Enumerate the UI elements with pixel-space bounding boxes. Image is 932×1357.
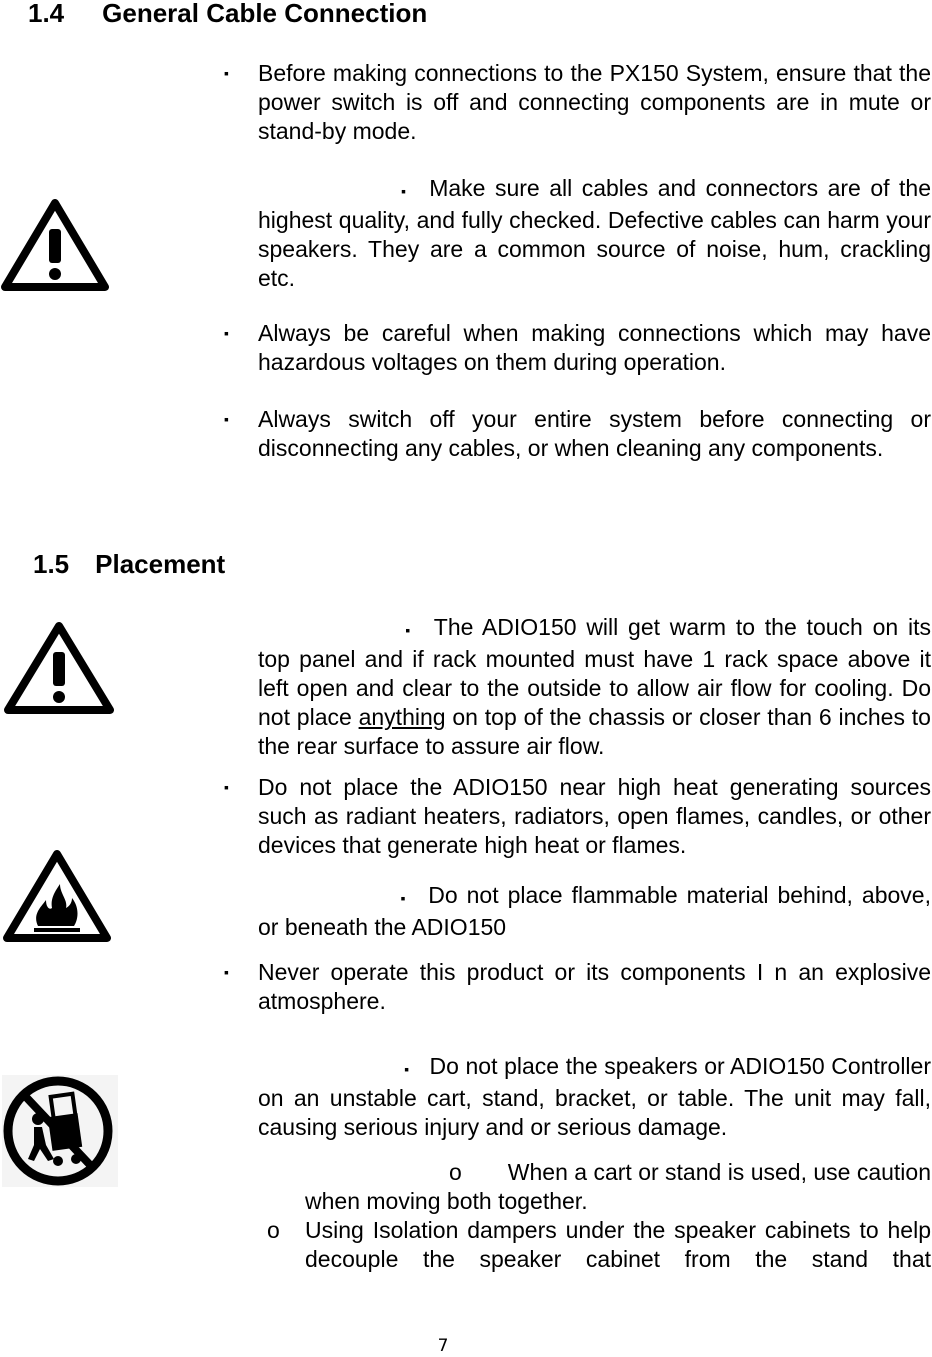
warm-text-after: on top of the chassis or closer than 6 inches to the rear surface to assure air flow. — [258, 704, 931, 759]
underlined-anything: anything — [358, 704, 446, 730]
bullet-marker: ▪ — [402, 622, 414, 638]
sub-bullet-marker: o — [267, 1217, 280, 1243]
paragraph-hazardous-voltages: Always be careful when making connections which may have hazardous voltages on them during operation. — [258, 320, 931, 375]
warm-text-before: The ADIO150 will get warm to the touch on its top panel and if rack mounted must have 1 rack space above it left open and clear to the outside to allow air flow for cooling. Do not place — [258, 614, 931, 730]
page-number: 7 — [437, 1336, 449, 1356]
paragraph-cable-quality — [258, 174, 931, 293]
sub-bullet-marker: o — [449, 1159, 462, 1185]
flammable-text: Do not place flammable material behind, above, or beneath the ADIO150 — [258, 882, 931, 940]
paragraph-warm-top-panel — [258, 613, 931, 761]
section-title: General Cable Connection — [102, 0, 428, 28]
bullet-marker: ▪ — [224, 411, 229, 427]
section-title: Placement — [95, 549, 226, 579]
section-number: 1.5 — [33, 549, 70, 579]
cart-caution-text: When a cart or stand is used, use caution when moving both together. — [305, 1159, 931, 1214]
cable-quality-text: Make sure all cables and connectors are of the highest quality, and fully checked. Defective cables can harm your speakers. They are a common source of noise, hum, crackling etc. — [258, 175, 931, 291]
warning-icon — [0, 197, 110, 293]
sub-item-cart-caution — [305, 1158, 931, 1216]
flammable-warning-icon — [2, 848, 112, 944]
bullet-marker: ▪ — [224, 964, 229, 980]
paragraph-unstable-cart — [258, 1052, 931, 1142]
section-number: 1.4 — [28, 0, 65, 28]
paragraph-switch-off: Always switch off your entire system before connecting or disconnecting any cables, or when cleaning any components. — [258, 406, 931, 461]
unstable-cart-text: Do not place the speakers or ADIO150 Controller on an unstable cart, stand, bracket, or table. The unit may fall, causing serious injury and or serious damage. — [258, 1053, 931, 1140]
bullet-marker: ▪ — [398, 890, 409, 906]
bullet-marker: ▪ — [224, 779, 229, 795]
sub-item-isolation-dampers: Using Isolation dampers under the speaker cabinets to help decouple the speaker cabinet from the stand that — [305, 1217, 931, 1272]
warning-icon — [2, 620, 116, 716]
bullet-marker: ▪ — [398, 183, 410, 199]
bullet-marker: ▪ — [224, 325, 229, 341]
paragraph-heat-sources: Do not place the ADIO150 near high heat generating sources such as radiant heaters, radiators, open flames, candles, or other devices that generate high heat or flames. — [258, 774, 931, 858]
paragraph-flammable-material — [258, 881, 931, 942]
section-1-4-heading — [28, 0, 427, 29]
section-1-5-heading — [33, 549, 225, 580]
paragraph-explosive-atmosphere: Never operate this product or its components I n an explosive atmosphere. — [258, 959, 931, 1014]
bullet-marker: ▪ — [404, 1061, 410, 1077]
cart-tip-over-icon — [2, 1075, 118, 1187]
bullet-marker: ▪ — [224, 65, 229, 81]
paragraph-power-switch: Before making connections to the PX150 System, ensure that the power switch is off and connecting components are in mute or stand-by mode. — [258, 60, 931, 144]
